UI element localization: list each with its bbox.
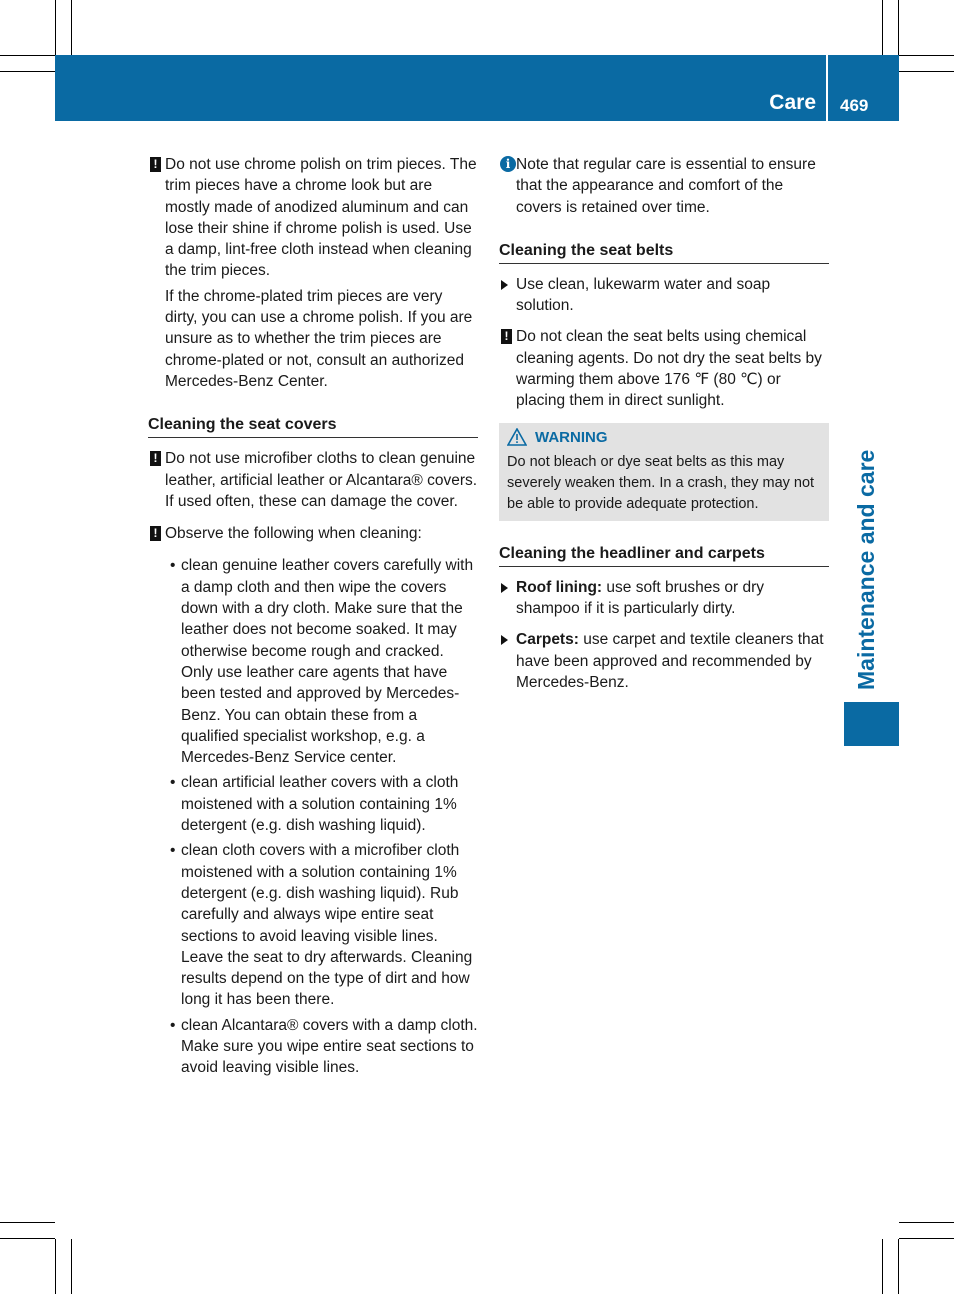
crop-mark — [55, 0, 56, 55]
list-item-text: clean cloth covers with a microfiber cloth moistened with a solution containing 1% detergent (e.g. dish washing liquid). Rub carefully and always wipe entire seat sections to avoid leaving visible lines. Leave the seat to dry afterwards. Cleaning results depend on the type of dirt and how long it has been there. — [181, 842, 473, 1009]
heading-headliner-carpets: Cleaning the headliner and carpets — [499, 543, 829, 567]
step-text: Use clean, lukewarm water and soap solution. — [516, 275, 771, 315]
page-number: 469 — [840, 96, 869, 115]
note-microfiber-text: Do not use microfiber cloths to clean genuine leather, artificial leather or Alcantara® covers. If used often, these can damage the cover. — [165, 450, 478, 510]
instruction-step — [499, 577, 829, 620]
crop-mark — [899, 1238, 954, 1239]
instruction-step — [499, 629, 829, 693]
step-arrow-icon — [501, 583, 508, 593]
exclamation-icon: ! — [501, 329, 512, 344]
crop-mark — [898, 0, 899, 55]
list-item — [170, 555, 478, 768]
bullet-icon: • — [170, 842, 176, 860]
crop-mark — [0, 1238, 55, 1239]
step-label: Carpets: — [516, 631, 579, 649]
list-item-text: clean Alcantara® covers with a damp cloth. Make sure you wipe entire seat sections to avoid leaving visible lines. — [181, 1016, 478, 1077]
step-arrow-icon — [501, 280, 508, 290]
note-chrome-continued — [148, 286, 478, 392]
note-seat-belts — [499, 326, 829, 411]
step-label: Roof lining: — [516, 578, 603, 596]
right-column — [499, 154, 829, 703]
crop-mark — [71, 0, 72, 55]
note-observe — [148, 523, 478, 544]
info-note-text: Note that regular care is essential to ensure that the appearance and comfort of the covers is retained over time. — [516, 156, 816, 216]
exclamation-icon: ! — [150, 157, 161, 172]
warning-box — [499, 423, 829, 521]
note-seat-belts-text: Do not clean the seat belts using chemical cleaning agents. Do not dry the seat belts by warming them above 176 ℉ (80 ℃) or placing them in direct sunlight. — [516, 328, 822, 410]
warning-triangle-icon — [507, 428, 527, 446]
note-microfiber — [148, 448, 478, 512]
step-arrow-icon — [501, 635, 508, 645]
section-title: Care — [769, 91, 816, 114]
bullet-icon: • — [170, 1016, 176, 1034]
crop-mark — [55, 1239, 56, 1294]
side-tab-marker — [844, 702, 899, 746]
step-text: use soft brushes or dry shampoo if it is particularly dirty. — [516, 578, 765, 617]
crop-mark — [898, 1239, 899, 1294]
cleaning-bullet-list — [148, 555, 478, 1078]
crop-mark — [899, 71, 954, 72]
warning-header — [507, 427, 821, 448]
crop-mark — [882, 1239, 883, 1294]
exclamation-icon: ! — [150, 526, 161, 541]
warning-title: WARNING — [535, 428, 608, 446]
crop-mark — [0, 1222, 55, 1223]
crop-mark — [71, 1239, 72, 1294]
bullet-icon: • — [170, 557, 176, 575]
step-text: use carpet and textile cleaners that have been approved and recommended by Mercedes-Benz. — [516, 631, 824, 691]
list-item-text: clean artificial leather covers with a cloth moistened with a solution containing 1% detergent (e.g. dish washing liquid). — [181, 774, 459, 835]
list-item — [170, 772, 478, 836]
crop-mark — [899, 1222, 954, 1223]
crop-mark — [899, 55, 954, 56]
crop-mark — [0, 55, 55, 56]
list-item — [170, 1015, 478, 1079]
crop-mark — [0, 71, 55, 72]
heading-seat-covers: Cleaning the seat covers — [148, 414, 478, 438]
info-icon: i — [500, 156, 516, 172]
left-column — [148, 154, 478, 1083]
heading-seat-belts: Cleaning the seat belts — [499, 240, 829, 264]
list-item-text: clean genuine leather covers carefully with a damp cloth and then wipe the covers down with a dry cloth. Make sure that the leather does not become soaked. It may otherwise become rough and cracked. Only use leather care agents that have been tested and approved by Mercedes-Benz. You can obtain these from a qualified specialist workshop, e.g. a Mercedes-Benz Service center. — [181, 557, 474, 767]
note-chrome — [148, 154, 478, 282]
side-tab-label: Maintenance and care — [853, 449, 879, 690]
crop-mark — [882, 0, 883, 55]
note-chrome-cont-text: If the chrome-plated trim pieces are very dirty, you can use a chrome polish. If you are unsure as to whether the trim pieces are chrome-plated or not, consult an authorized Mercedes-Benz Center. — [165, 287, 473, 390]
exclamation-icon: ! — [150, 451, 161, 466]
instruction-step — [499, 274, 829, 317]
header-divider — [826, 55, 828, 121]
list-item — [170, 840, 478, 1010]
note-chrome-text: Do not use chrome polish on trim pieces. The trim pieces have a chrome look but are mostly made of anodized aluminum and can lose their shine if chrome polish is used. Use a damp, lint-free cloth instead when cleaning the trim pieces. — [165, 156, 477, 280]
info-note — [499, 154, 829, 218]
bullet-icon: • — [170, 774, 176, 792]
note-observe-text: Observe the following when cleaning: — [165, 525, 422, 543]
warning-text: Do not bleach or dye seat belts as this may severely weaken them. In a crash, they may not be able to provide adequate protection. — [507, 453, 815, 512]
